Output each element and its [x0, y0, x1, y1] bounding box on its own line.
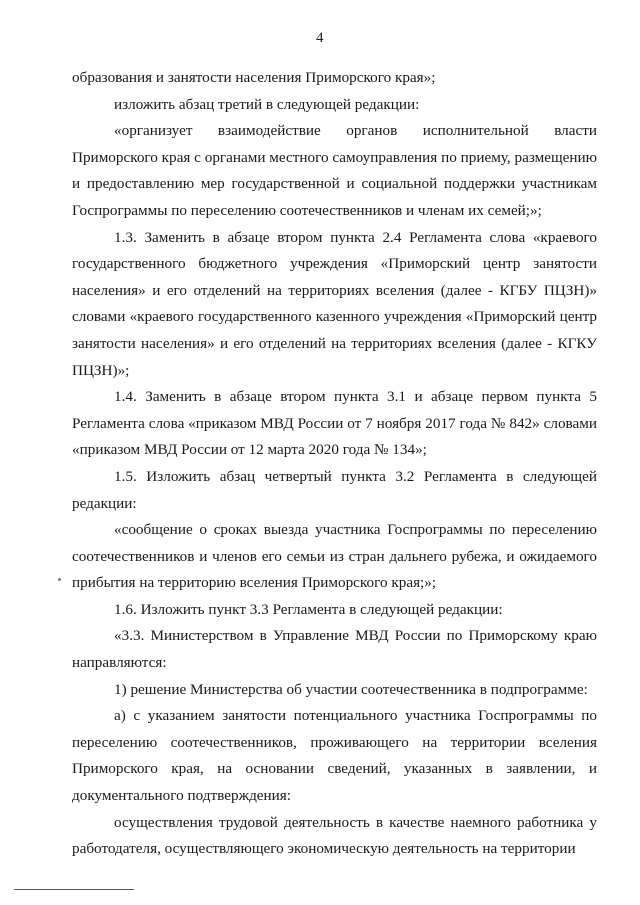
paragraph-employment: осуществления трудовой деятельность в качестве наемного работника у работодателя, осуществляющего экономическую деятельность на территории: [72, 813, 597, 858]
paragraph-item-a: а) с указанием занятости потенциального участника Госпрограммы по переселению соотечественников, проживающего на территории вселения Приморского края, на основании сведений, указанных в заявлении, и документального подтверждения:: [72, 707, 597, 805]
paragraph-1-3: 1.3. Заменить в абзаце втором пункта 2.4 Регламента слова «краевого государственного бюджетного учреждения «Приморский центр занятости населения» и его отделений на территориях вселения (далее - КГБУ ПЦЗН)» словами «краевого государственного казенного учреждения «Приморский центр занятости населения» и его отделений на территориях вселения (далее - КГКУ ПЦЗН)»;: [72, 228, 597, 379]
paragraph-1-5: 1.5. Изложить абзац четвертый пункта 3.2 Регламента в следующей редакции:: [72, 467, 597, 512]
page-number: 4: [316, 30, 324, 46]
paragraph-continuation: образования и занятости населения Приморского края»;: [72, 69, 436, 86]
paragraph-1-6: 1.6. Изложить пункт 3.3 Регламента в следующей редакции:: [114, 600, 503, 618]
document-body: [72, 65, 597, 863]
footer-rule: [14, 889, 134, 890]
paragraph-instruction: изложить абзац третий в следующей редакции:: [114, 95, 420, 113]
paragraph-item-1: 1) решение Министерства об участии соотечественника в подпрограмме:: [114, 680, 588, 698]
scan-margin-mark: [58, 578, 61, 581]
paragraph-quote-organizes: «организует взаимодействие органов исполнительной власти Приморского края с органами местного самоуправления по приему, размещению и предоставлению мер государственной и социальной поддержки участникам Госпрограммы по переселению соотечественников и членам их семей;»;: [72, 122, 597, 219]
paragraph-3-3: «3.3. Министерством в Управление МВД России по Приморскому краю направляются:: [72, 627, 597, 672]
paragraph-1-4: 1.4. Заменить в абзаце втором пункта 3.1 и абзаце первом пункта 5 Регламента слова «приказом МВД России от 7 ноября 2017 года № 842» словами «приказом МВД России от 12 марта 2020 года № 134»;: [72, 388, 597, 459]
paragraph-quote-departure: «сообщение о сроках выезда участника Госпрограммы по переселению соотечественников и членов его семьи из стран дальнего рубежа, и ожидаемого прибытия на территорию вселения Приморского края;»;: [72, 521, 597, 592]
